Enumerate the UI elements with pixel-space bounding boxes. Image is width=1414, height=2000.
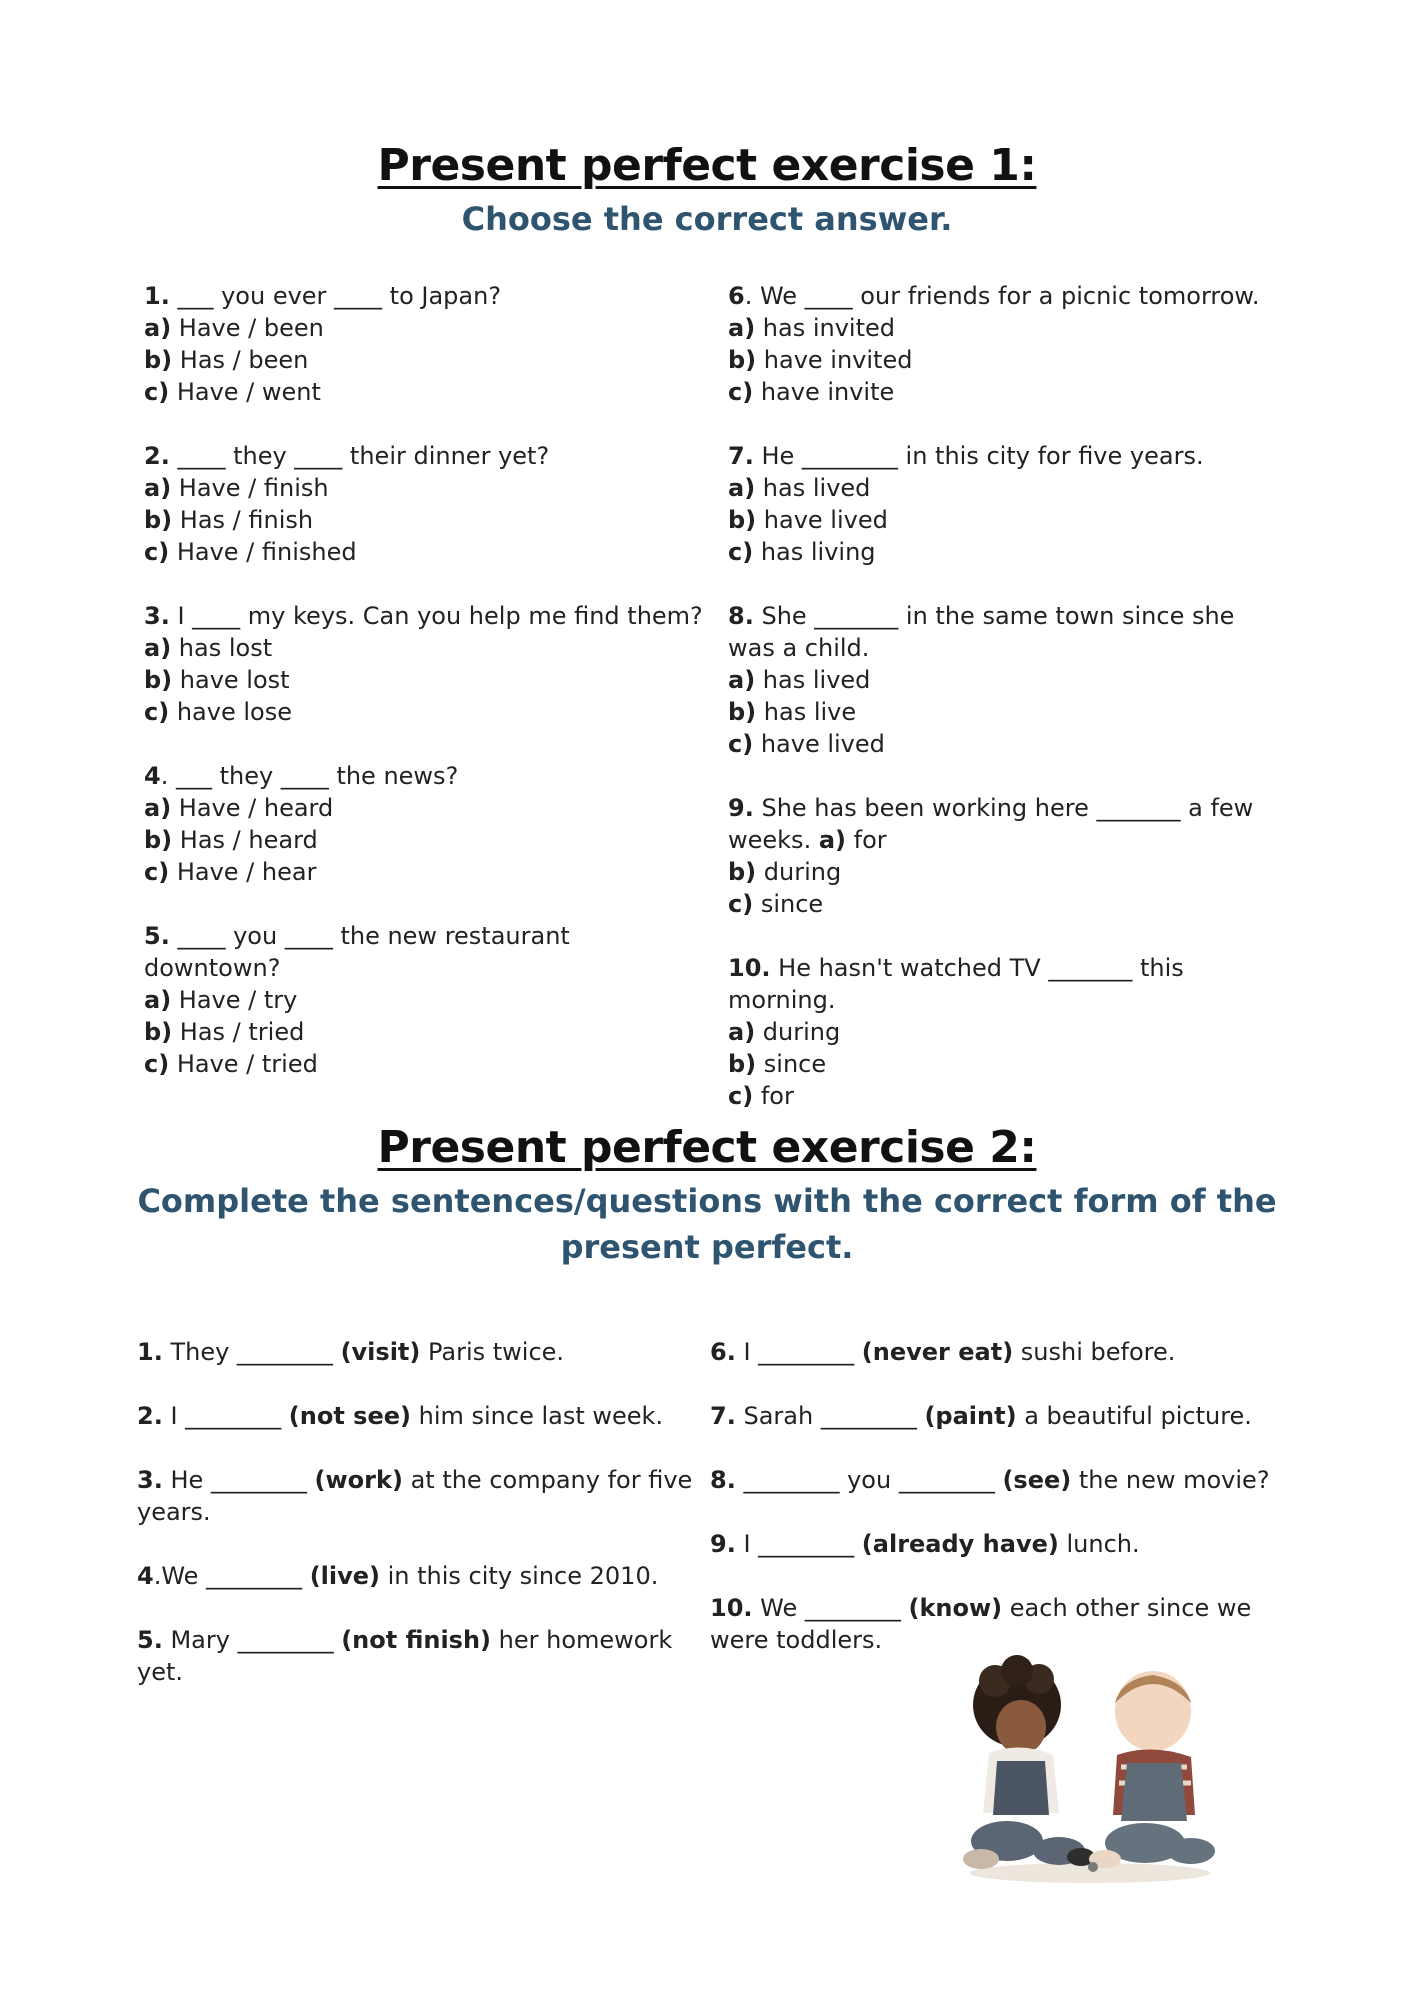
sentence-number: 5. xyxy=(137,1626,163,1654)
option-letter: a) xyxy=(144,474,172,502)
exercise2-instruction-line2: present perfect. xyxy=(560,1228,854,1266)
option-letter: b) xyxy=(728,858,757,886)
option-letter: a) xyxy=(144,986,172,1014)
question-right-5 xyxy=(728,952,1288,1112)
option-letter: c) xyxy=(728,378,754,406)
question-number: 4 xyxy=(144,762,161,790)
question-text: He ________ in this city for five years. xyxy=(753,442,1204,470)
option-text: have lived xyxy=(756,506,888,534)
sentence-right-1 xyxy=(710,1336,1290,1368)
sentence-number: 3. xyxy=(137,1466,163,1494)
option-text: has lost xyxy=(171,634,273,662)
exercise1-instruction: Choose the correct answer. xyxy=(461,200,953,238)
verb-hint: (see) xyxy=(1002,1466,1072,1494)
option-letter: c) xyxy=(728,890,754,918)
sentence-left-3 xyxy=(137,1464,697,1528)
answer-option[interactable] xyxy=(728,344,1288,376)
question-number: 9. xyxy=(728,794,754,822)
option-text: Have / been xyxy=(171,314,324,342)
answer-option[interactable] xyxy=(144,632,704,664)
answer-option[interactable] xyxy=(728,536,1288,568)
answer-option[interactable] xyxy=(144,984,704,1016)
option-letter: b) xyxy=(728,346,757,374)
sentence-end: a beautiful picture. xyxy=(1016,1402,1252,1430)
option-letter: a) xyxy=(144,794,172,822)
answer-option[interactable] xyxy=(144,312,704,344)
question-number: 3. xyxy=(144,602,170,630)
verb-hint: (visit) xyxy=(340,1338,421,1366)
option-letter: b) xyxy=(144,1018,173,1046)
option-letter: a) xyxy=(728,314,756,342)
answer-option[interactable] xyxy=(144,536,704,568)
option-letter: a) xyxy=(144,314,172,342)
answer-option[interactable] xyxy=(144,824,704,856)
option-text: Have / heard xyxy=(171,794,334,822)
sentence-end: in this city since 2010. xyxy=(380,1562,659,1590)
sentence-left-5 xyxy=(137,1624,697,1688)
question-stem xyxy=(144,600,704,632)
exercise1-right-column xyxy=(728,280,1288,1144)
sentence-start[interactable]: Sarah ________ xyxy=(735,1402,925,1430)
option-letter: a) xyxy=(728,1018,756,1046)
sentence-number: 7. xyxy=(710,1402,736,1430)
question-stem xyxy=(144,920,704,984)
option-text: since xyxy=(756,1050,827,1078)
option-letter: a) xyxy=(818,826,847,854)
question-right-2 xyxy=(728,440,1288,568)
sentence-right-3 xyxy=(710,1464,1290,1496)
option-text: Have / finish xyxy=(171,474,329,502)
option-text: for xyxy=(753,1082,794,1110)
sentence-start[interactable]: ________ you ________ xyxy=(735,1466,1003,1494)
answer-option[interactable] xyxy=(728,856,1288,888)
verb-hint: (know) xyxy=(908,1594,1003,1622)
sentence-end: the new movie? xyxy=(1071,1466,1270,1494)
verb-hint: (paint) xyxy=(924,1402,1017,1430)
answer-option[interactable] xyxy=(728,376,1288,408)
answer-option[interactable] xyxy=(728,1048,1288,1080)
option-letter: c) xyxy=(144,538,170,566)
option-text: have lived xyxy=(753,730,885,758)
option-letter: b) xyxy=(144,666,173,694)
sentence-end: Paris twice. xyxy=(420,1338,565,1366)
option-letter: c) xyxy=(144,858,170,886)
sentence-end: sushi before. xyxy=(1013,1338,1176,1366)
question-number: 6 xyxy=(728,282,745,310)
verb-hint: (already have) xyxy=(861,1530,1059,1558)
option-letter: a) xyxy=(728,666,756,694)
question-text: He hasn't watched TV _______ this morning. xyxy=(728,954,1184,1014)
verb-hint: (not see) xyxy=(288,1402,411,1430)
sentence-number: 8. xyxy=(710,1466,736,1494)
option-text: Has / been xyxy=(172,346,309,374)
sentence-start[interactable]: I ________ xyxy=(162,1402,289,1430)
exercise2-left-column xyxy=(137,1336,697,1720)
sentence-number: 10. xyxy=(710,1594,753,1622)
left-child-figure xyxy=(963,1655,1095,1869)
sentence-right-4 xyxy=(710,1528,1290,1560)
answer-option[interactable] xyxy=(728,888,1288,920)
option-letter: c) xyxy=(144,378,170,406)
question-number: 8. xyxy=(728,602,754,630)
option-text: Has / tried xyxy=(172,1018,305,1046)
question-text: I ____ my keys. Can you help me find them? xyxy=(169,602,703,630)
question-number: 10. xyxy=(728,954,771,982)
exercise2-right-column xyxy=(710,1336,1290,1688)
option-text: during xyxy=(755,1018,841,1046)
option-letter: b) xyxy=(144,826,173,854)
option-letter: b) xyxy=(728,1050,757,1078)
option-letter: b) xyxy=(728,506,757,534)
sentence-end: her homework yet. xyxy=(137,1626,673,1686)
answer-option[interactable] xyxy=(144,1048,704,1080)
answer-option[interactable] xyxy=(728,472,1288,504)
question-stem xyxy=(144,760,704,792)
question-number: 2. xyxy=(144,442,170,470)
sentence-start[interactable]: He ________ xyxy=(162,1466,315,1494)
answer-option[interactable] xyxy=(144,1016,704,1048)
right-child-figure xyxy=(1089,1671,1215,1868)
question-text: She has been working here _______ a few weeks. xyxy=(728,794,1254,854)
toddlers-illustration xyxy=(955,1645,1225,1890)
question-stem xyxy=(144,280,704,312)
sentence-left-4 xyxy=(137,1560,697,1592)
option-text: Have / finished xyxy=(169,538,357,566)
question-left-4 xyxy=(144,760,704,888)
option-text: Have / went xyxy=(169,378,321,406)
answer-option[interactable] xyxy=(144,504,704,536)
option-letter: c) xyxy=(144,1050,170,1078)
question-text: ____ you ____ the new restaurant downtown? xyxy=(144,922,570,982)
sentence-start[interactable]: They ________ xyxy=(162,1338,341,1366)
sentence-left-1 xyxy=(137,1336,697,1368)
question-right-1 xyxy=(728,280,1288,408)
option-text: has living xyxy=(753,538,876,566)
sentence-end: at the company for five years. xyxy=(137,1466,693,1526)
option-letter: b) xyxy=(144,346,173,374)
option-letter: b) xyxy=(144,506,173,534)
answer-option[interactable] xyxy=(144,344,704,376)
question-text: . We ____ our friends for a picnic tomorrow. xyxy=(744,282,1260,310)
answer-option[interactable] xyxy=(728,312,1288,344)
sentence-end: each other since we were toddlers. xyxy=(710,1594,1252,1654)
answer-option[interactable] xyxy=(728,1080,1288,1112)
answer-option[interactable] xyxy=(728,1016,1288,1048)
answer-option[interactable] xyxy=(144,792,704,824)
question-number: 5. xyxy=(144,922,170,950)
option-letter: c) xyxy=(728,538,754,566)
sentence-start[interactable]: I ________ xyxy=(735,1530,862,1558)
option-letter: a) xyxy=(144,634,172,662)
option-text: has lived xyxy=(755,666,871,694)
option-letter: c) xyxy=(728,1082,754,1110)
question-text: ____ they ____ their dinner yet? xyxy=(169,442,550,470)
sentence-right-2 xyxy=(710,1400,1290,1432)
option-letter: c) xyxy=(144,698,170,726)
option-text: Has / finish xyxy=(172,506,314,534)
question-stem xyxy=(728,440,1288,472)
exercise1-left-column xyxy=(144,280,704,1112)
question-stem xyxy=(728,952,1288,1016)
option-text: for xyxy=(846,826,887,854)
option-text: Have / tried xyxy=(169,1050,318,1078)
option-text: Have / try xyxy=(171,986,298,1014)
answer-option[interactable] xyxy=(728,728,1288,760)
verb-hint: (work) xyxy=(314,1466,403,1494)
exercise1-title: Present perfect exercise 1: xyxy=(377,140,1037,191)
exercise2-instruction-line1: Complete the sentences/questions with the correct form of the xyxy=(137,1182,1277,1220)
sentence-number: 2. xyxy=(137,1402,163,1430)
toy-on-ground xyxy=(1088,1862,1098,1872)
question-stem xyxy=(728,600,1288,664)
question-left-1 xyxy=(144,280,704,408)
sentence-number: 1. xyxy=(137,1338,163,1366)
question-right-3 xyxy=(728,600,1288,760)
answer-option[interactable] xyxy=(144,376,704,408)
answer-option[interactable] xyxy=(144,856,704,888)
option-text: have invite xyxy=(753,378,895,406)
sentence-start[interactable]: .We ________ xyxy=(153,1562,310,1590)
option-text: has lived xyxy=(755,474,871,502)
verb-hint: (never eat) xyxy=(861,1338,1014,1366)
question-left-2 xyxy=(144,440,704,568)
answer-option[interactable] xyxy=(728,504,1288,536)
option-text: during xyxy=(756,858,842,886)
sentence-number: 6. xyxy=(710,1338,736,1366)
verb-hint: (live) xyxy=(309,1562,380,1590)
option-text: since xyxy=(753,890,824,918)
option-text: Has / heard xyxy=(172,826,318,854)
option-text: has live xyxy=(756,698,857,726)
question-left-5 xyxy=(144,920,704,1080)
sentence-start[interactable]: I ________ xyxy=(735,1338,862,1366)
sentence-number: 4 xyxy=(137,1562,154,1590)
question-number: 1. xyxy=(144,282,170,310)
option-letter: b) xyxy=(728,698,757,726)
sentence-start[interactable]: Mary ________ xyxy=(162,1626,342,1654)
answer-option[interactable] xyxy=(728,664,1288,696)
sentence-number: 9. xyxy=(710,1530,736,1558)
option-text: have lose xyxy=(169,698,292,726)
option-letter: c) xyxy=(728,730,754,758)
question-stem xyxy=(144,440,704,472)
exercise2-title: Present perfect exercise 2: xyxy=(377,1122,1037,1173)
option-text: Have / hear xyxy=(169,858,317,886)
answer-option[interactable] xyxy=(144,664,704,696)
sentence-left-2 xyxy=(137,1400,697,1432)
question-left-3 xyxy=(144,600,704,728)
option-text: have invited xyxy=(756,346,913,374)
sentence-end: lunch. xyxy=(1058,1530,1140,1558)
question-number: 7. xyxy=(728,442,754,470)
sentence-start[interactable]: We ________ xyxy=(752,1594,909,1622)
option-letter: a) xyxy=(728,474,756,502)
verb-hint: (not finish) xyxy=(341,1626,492,1654)
answer-option[interactable] xyxy=(144,696,704,728)
question-right-4 xyxy=(728,792,1288,920)
question-stem xyxy=(728,280,1288,312)
question-text: . ___ they ____ the news? xyxy=(160,762,459,790)
question-text: She _______ in the same town since she was a child. xyxy=(728,602,1235,662)
question-text: ___ you ever ____ to Japan? xyxy=(169,282,502,310)
answer-option[interactable] xyxy=(144,472,704,504)
option-text: have lost xyxy=(172,666,290,694)
answer-option[interactable] xyxy=(728,696,1288,728)
sentence-end: him since last week. xyxy=(410,1402,664,1430)
option-text: has invited xyxy=(755,314,896,342)
question-stem xyxy=(728,792,1288,856)
